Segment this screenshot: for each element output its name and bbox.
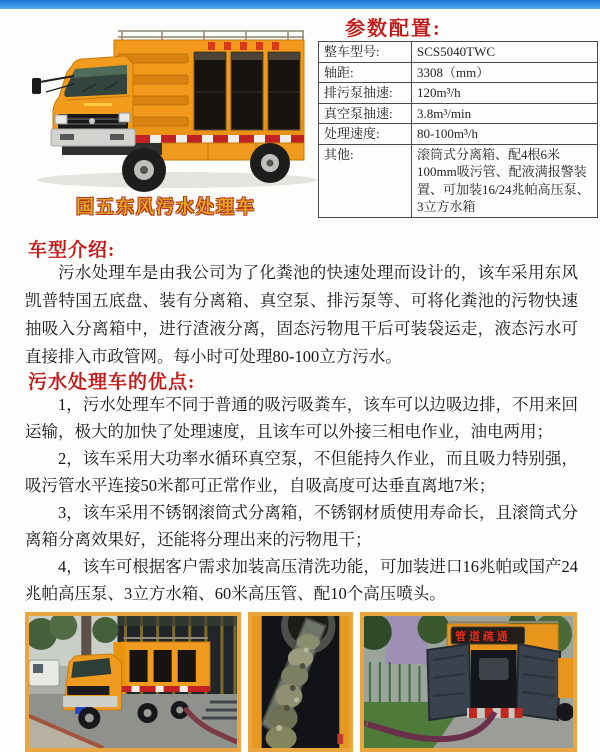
specs-table bbox=[318, 41, 598, 218]
photo-separator-debris-closeup bbox=[248, 612, 353, 752]
rear-wheel bbox=[250, 143, 290, 183]
spec-value: SCS5040TWC bbox=[412, 42, 598, 63]
spec-value: 120m³/h bbox=[412, 83, 598, 104]
spec-label: 排污泵抽速: bbox=[319, 83, 412, 104]
specs-title: 参数配置: bbox=[345, 18, 442, 40]
spec-row-model bbox=[319, 42, 598, 63]
spec-value: 3.8m³/min bbox=[412, 103, 598, 124]
spec-label: 其他: bbox=[319, 144, 412, 217]
advantages-list bbox=[25, 391, 578, 607]
advantages-title: 污水处理车的优点: bbox=[28, 372, 196, 393]
intro-title: 车型介绍: bbox=[28, 240, 116, 261]
spec-label: 处理速度: bbox=[319, 124, 412, 145]
spec-row-wheelbase bbox=[319, 62, 598, 83]
spec-value: 3308（mm） bbox=[412, 62, 598, 83]
truck-photo bbox=[12, 22, 320, 194]
spec-row-vacuum-pump bbox=[319, 103, 598, 124]
advantage-item: 1，污水处理车不同于普通的吸污吸粪车，该车可以边吸边排，不用来回运输，极大的加快了处理速度，且该车可以外接三相电作业，油电两用； bbox=[25, 395, 578, 441]
spec-value: 80-100m³/h bbox=[412, 124, 598, 145]
advantage-item: 4，该车可根据客户需求加装高压清洗功能，可加装进口16兆帕或国产24兆帕高压泵、3立方水箱、60米高压管、配10个高压喷头。 bbox=[25, 557, 578, 603]
spec-row-other bbox=[319, 144, 598, 217]
photo-truck-rear-working bbox=[360, 612, 577, 752]
intro-paragraph: 污水处理车是由我公司为了化粪池的快速处理而设计的，该车采用东风凯普特国五底盘、装有分离箱、真空泵、排污泵等、可将化粪池的污物快速抽吸入分离箱中，进行渣液分离，固态污物甩干后可装袋运走，液态污水可直接排入市政管网。每小时可处理80-100立方污水。 bbox=[25, 263, 578, 366]
spec-label: 轴距: bbox=[319, 62, 412, 83]
spec-row-sewage-pump bbox=[319, 83, 598, 104]
advantage-item: 3，该车采用不锈钢滚筒式分离箱，不锈钢材质使用寿命长，且滚筒式分离箱分离效果好，还能将分理出来的污物甩干； bbox=[25, 503, 578, 549]
spec-row-process-speed bbox=[319, 124, 598, 145]
top-blue-bar bbox=[0, 0, 600, 9]
truck-caption: 国五东风污水处理车 bbox=[76, 197, 256, 217]
spec-value: 滚筒式分离箱、配4根6米100mm吸污管、配液满报警装置、可加装16/24兆帕高压泵、3立方水箱 bbox=[412, 144, 598, 217]
advantage-item: 2，该车采用大功率水循环真空泵，不但能持久作业，而且吸力特别强，吸污管水平连接50米都可正常作业，自吸高度可达垂直离地7米； bbox=[25, 449, 578, 495]
spec-label: 真空泵抽速: bbox=[319, 103, 412, 124]
front-wheel bbox=[122, 148, 166, 192]
photo-gallery bbox=[25, 612, 581, 752]
spec-label: 整车型号: bbox=[319, 42, 412, 63]
photo-truck-street-scene bbox=[25, 612, 241, 752]
truck-illustration bbox=[12, 22, 320, 194]
led-sign-text: 管道疏通 bbox=[455, 630, 511, 644]
